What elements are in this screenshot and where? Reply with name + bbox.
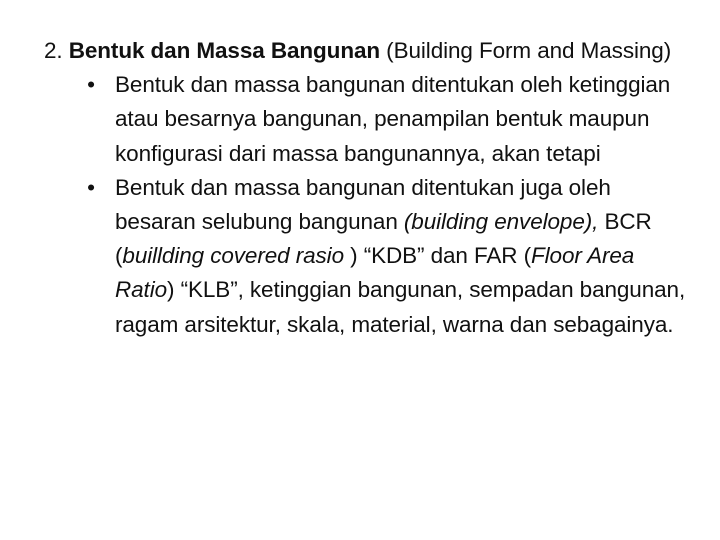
bullet-icon: • xyxy=(87,174,95,200)
bullet-icon: • xyxy=(87,72,95,98)
bullet-text: Bentuk dan massa bangunan ditentukan oleh ketinggian atau besarnya bangunan, penampilan bentuk maupun konfigurasi dari massa bangunannya, akan tetapi xyxy=(115,72,671,166)
bullet-item xyxy=(44,68,694,171)
bullet-text-part: BCR ( xyxy=(115,209,652,269)
bullet-text-italic: Floor Area Ratio xyxy=(115,243,635,303)
bullet-text-part: ) “KDB” dan FAR ( xyxy=(344,243,531,269)
section-heading xyxy=(44,34,694,68)
slide-content xyxy=(44,34,694,342)
bullet-text-part: Bentuk dan massa bangunan ditentukan juga oleh besaran selubung bangunan xyxy=(115,174,611,235)
heading-number: 2. xyxy=(44,38,69,63)
heading-title-bold: Bentuk dan Massa Bangunan xyxy=(68,38,381,63)
bullet-text-part: ) “KLB”, ketinggian bangunan, sempadan bangunan, ragam arsitektur, skala, material, warna dan sebagainya. xyxy=(115,277,686,337)
heading-title-rest: (Building Form and Massing) xyxy=(380,38,672,63)
bullet-list xyxy=(44,68,694,342)
bullet-text-italic: (building envelope), xyxy=(403,209,599,235)
bullet-text xyxy=(115,175,685,337)
bullet-text-italic: buillding covered rasio xyxy=(122,243,344,269)
bullet-item xyxy=(44,171,694,342)
